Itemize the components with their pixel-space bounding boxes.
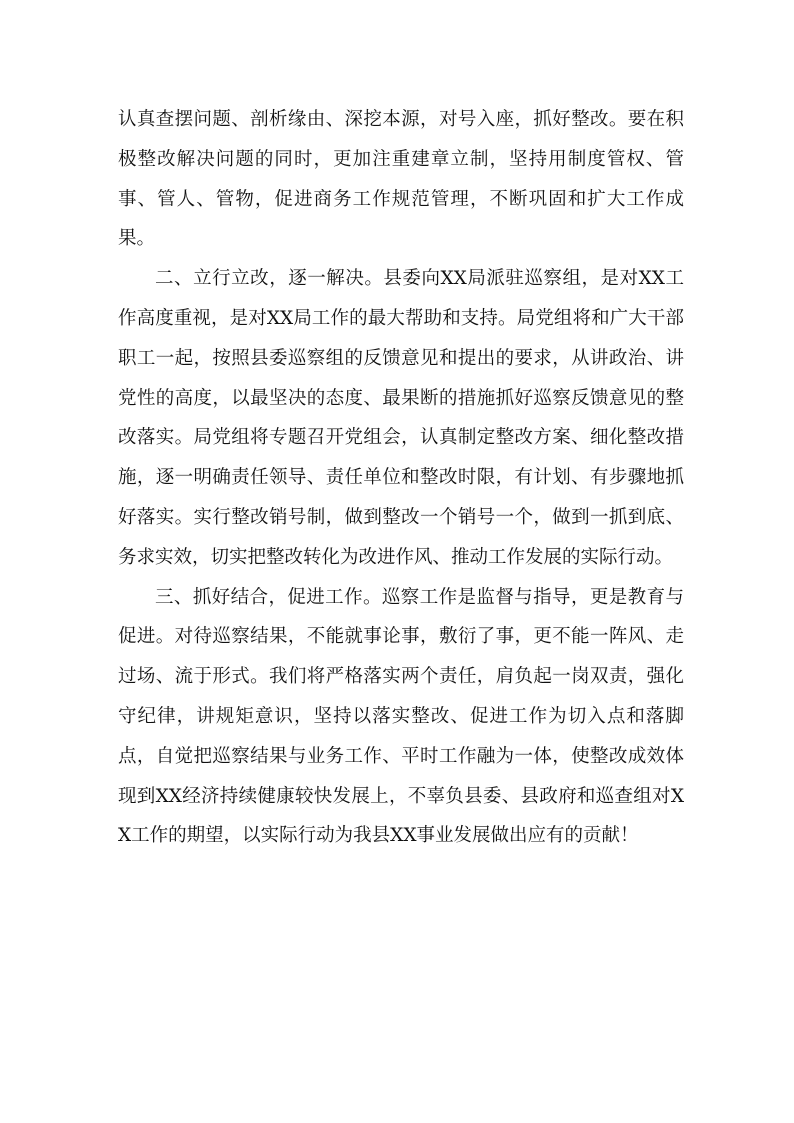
document-body: [118, 100, 684, 856]
paragraph-section-two: 二、立行立改，逐一解决。县委向XX局派驻巡察组，是对XX工作高度重视，是对XX局工作的最大帮助和支持。局党组将和广大干部职工一起，按照县委巡察组的反馈意见和提出的要求，从讲政治、讲党性的高度，以最坚决的态度、最果断的措施抓好巡察反馈意见的整改落实。局党组将专题召开党组会，认真制定整改方案、细化整改措施，逐一明确责任领导、责任单位和整改时限，有计划、有步骤地抓好落实。实行整改销号制，做到整改一个销号一个，做到一抓到底、务求实效，切实把整改转化为改进作风、推动工作发展的实际行动。: [118, 268, 684, 568]
paragraph-section-three: 三、抓好结合，促进工作。巡察工作是监督与指导，更是教育与促进。对待巡察结果，不能就事论事，敷衍了事，更不能一阵风、走过场、流于形式。我们将严格落实两个责任，肩负起一岗双责，强化守纪律，讲规矩意识，坚持以落实整改、促进工作为切入点和落脚点，自觉把巡察结果与业务工作、平时工作融为一体，使整改成效体现到XX经济持续健康较快发展上，不辜负县委、县政府和巡查组对XX工作的期望，以实际行动为我县XX事业发展做出应有的贡献！: [118, 586, 684, 847]
paragraph-continuation: 认真查摆问题、剖析缘由、深挖本源，对号入座，抓好整改。要在积极整改解决问题的同时，更加注重建章立制，坚持用制度管权、管事、管人、管物，促进商务工作规范管理，不断巩固和扩大工作成果。: [118, 109, 684, 250]
